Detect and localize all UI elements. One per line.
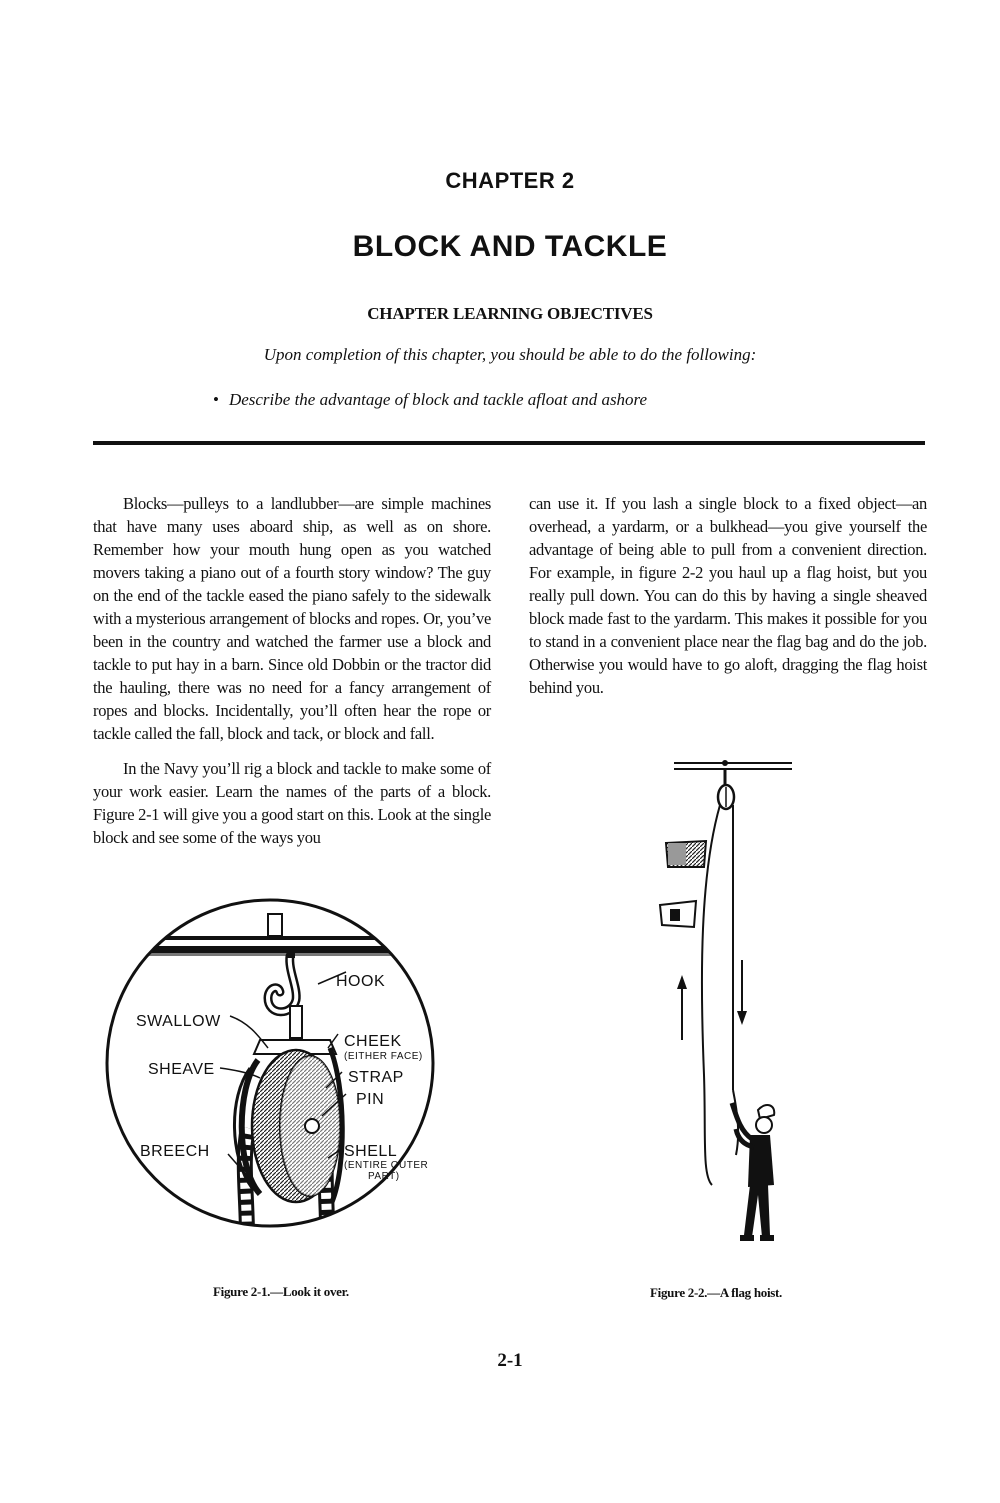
section-divider <box>93 441 925 445</box>
page-number: 2-1 <box>497 1350 523 1371</box>
figure-block-diagram <box>100 888 440 1268</box>
chapter-title: BLOCK AND TACKLE <box>352 230 668 263</box>
label-strap: STRAP <box>348 1069 404 1086</box>
label-shell-note-2: PART) <box>368 1171 400 1182</box>
label-breech: BREECH <box>140 1143 210 1160</box>
right-column <box>529 492 927 711</box>
paragraph: In the Navy you’ll rig a block and tackle to make some of your work easier. Learn the names of the parts of a block. Figure 2-1 will give you a good start on this. Look at the single block and see some of the ways you <box>93 759 491 847</box>
paragraph: Blocks—pulleys to a landlubber—are simple machines that have many uses aboard ship, as well as on shore. Remember how your mouth hung open as you watched movers taking a piano out of a fourth story window? The guy on the end of the tackle eased the piano safely to the sidewalk with a mysterious arrangement of blocks and ropes. Or, you’ve been in the country and watched the farmer use a block and tackle to put hay in a barn. Since old Dobbin or the tractor did the hauling, there was no need for a fancy arrangement of ropes and blocks. Incidentally, you’ll often hear the rope or tackle called the fall, block and tack, or block and fall. <box>93 494 491 743</box>
objectives-intro: Upon completion of this chapter, you should be able to do the following: <box>263 345 757 364</box>
left-column <box>93 492 491 861</box>
label-hook: HOOK <box>336 973 386 990</box>
objectives-heading: CHAPTER LEARNING OBJECTIVES <box>367 304 653 323</box>
label-sheave: SHEAVE <box>148 1061 215 1078</box>
figure-2-caption: Figure 2-2.—A flag hoist. <box>650 1285 783 1300</box>
label-shell: SHELL <box>344 1143 398 1160</box>
label-shell-note-1: (ENTIRE OUTER <box>344 1160 429 1171</box>
objective-text: Describe the advantage of block and tackle afloat and ashore <box>228 390 648 409</box>
label-pin: PIN <box>356 1091 385 1108</box>
label-swallow: SWALLOW <box>136 1013 221 1030</box>
label-cheek-note: (EITHER FACE) <box>344 1051 423 1062</box>
bullet-glyph: • <box>213 390 219 409</box>
figure-flag-hoist <box>640 755 840 1265</box>
label-cheek: CHEEK <box>344 1033 402 1050</box>
paragraph: can use it. If you lash a single block to a fixed object—an overhead, a yardarm, or a bulkhead—you give yourself the advantage of being able to pull from a convenient direction. For example, in figure 2-2 you haul up a flag hoist, but you really pull down. You can do this by having a single sheaved block made fast to the yardarm. This makes it possible for you to stand in a convenient place near the flag bag and do the job. Otherwise you would have to go aloft, dragging the flag hoist behind you. <box>529 494 927 697</box>
figure-1-caption: Figure 2-1.—Look it over. <box>213 1284 349 1299</box>
chapter-number: CHAPTER 2 <box>445 168 575 193</box>
objective-item <box>213 390 647 410</box>
